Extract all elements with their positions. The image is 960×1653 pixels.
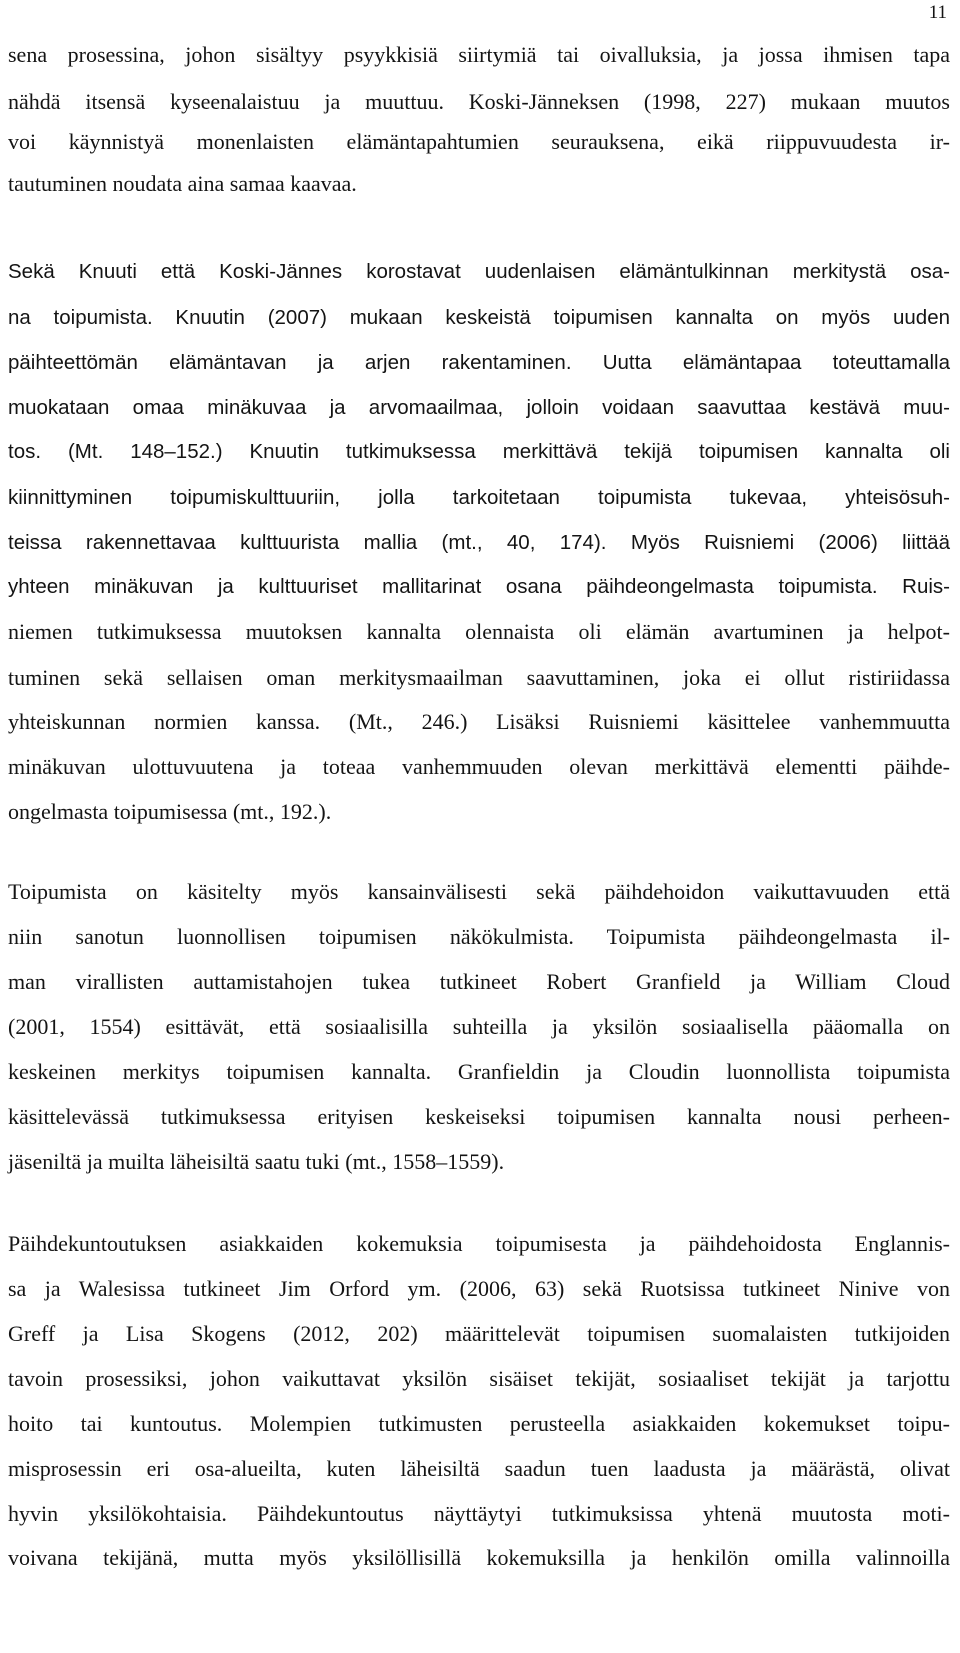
text-line: päihteettömän elämäntavan ja arjen rakentaminen. Uutta elämäntapaa toteuttamalla [8,351,950,374]
text-line: voivana tekijänä, mutta myös yksilöllisillä kokemuksilla ja henkilön omilla valinnoilla [8,1545,950,1570]
text-line: niemen tutkimuksessa muutoksen kannalta olennaista oli elämän avartuminen ja helpot- [8,619,950,644]
text-line: minäkuvan ulottuvuutena ja toteaa vanhemmuuden olevan merkittävä elementti päihde- [8,754,950,779]
text-line: (2001, 1554) esittävät, että sosiaalisilla suhteilla ja yksilön sosiaalisella pääomalla on [8,1014,950,1039]
text-line: voi käynnistyä monenlaisten elämäntapahtumien seurauksena, eikä riippuvuudesta ir- [8,129,950,154]
text-line: misprosessin eri osa-alueilta, kuten läheisiltä saadun tuen laadusta ja määrästä, olivat [8,1456,950,1481]
text-line: tuminen sekä sellaisen oman merkitysmaailman saavuttaminen, joka ei ollut ristiriidassa [8,665,950,690]
text-line: tavoin prosessiksi, johon vaikuttavat yksilön sisäiset tekijät, sosiaaliset tekijät ja tarjottu [8,1366,950,1391]
text-line: Toipumista on käsitelty myös kansainvälisesti sekä päihdehoidon vaikuttavuuden että [8,879,950,904]
text-line: yhteen minäkuvan ja kulttuuriset mallitarinat osana päihdeongelmasta toipumista. Ruis- [8,575,950,598]
text-line: na toipumista. Knuutin (2007) mukaan keskeistä toipumisen kannalta on myös uuden [8,306,950,329]
text-line: yhteiskunnan normien kanssa. (Mt., 246.) Lisäksi Ruisniemi käsittelee vanhemmuutta [8,709,950,734]
text-line: kiinnittyminen toipumiskulttuuriin, jolla tarkoitetaan toipumista tukevaa, yhteisösuh- [8,486,950,509]
text-line: jäseniltä ja muilta läheisiltä saatu tuki (mt., 1558–1559). [8,1149,505,1174]
text-line: muokataan omaa minäkuvaa ja arvomaailmaa, jolloin voidaan saavuttaa kestävä muu- [8,396,950,419]
text-line: käsittelevässä tutkimuksessa erityisen keskeiseksi toipumisen kannalta nousi perheen- [8,1104,950,1129]
text-line: keskeinen merkitys toipumisen kannalta. Granfieldin ja Cloudin luonnollista toipumista [8,1059,950,1084]
text-line: hoito tai kuntoutus. Molempien tutkimusten perusteella asiakkaiden kokemukset toipu- [8,1411,950,1436]
text-line: man virallisten auttamistahojen tukea tutkineet Robert Granfield ja William Cloud [8,969,950,994]
text-line: Sekä Knuuti että Koski-Jännes korostavat uudenlaisen elämäntulkinnan merkitystä osa- [8,260,950,283]
text-line: nähdä itsensä kyseenalaistuu ja muuttuu. Koski-Jänneksen (1998, 227) mukaan muutos [8,89,950,114]
text-line: sa ja Walesissa tutkineet Jim Orford ym. (2006, 63) sekä Ruotsissa tutkineet Ninive von [8,1276,950,1301]
text-line: teissa rakennettavaa kulttuurista mallia (mt., 40, 174). Myös Ruisniemi (2006) liittää [8,531,950,554]
text-line: sena prosessina, johon sisältyy psyykkisiä siirtymiä tai oivalluksia, ja jossa ihmisen tapa [8,42,950,67]
text-line: Greff ja Lisa Skogens (2012, 202) määrittelevät toipumisen suomalaisten tutkijoiden [8,1321,950,1346]
text-line: ongelmasta toipumisessa (mt., 192.). [8,799,332,824]
page-number: 11 [928,2,947,23]
text-line: Päihdekuntoutuksen asiakkaiden kokemuksia toipumisesta ja päihdehoidosta Englannis- [8,1231,950,1256]
text-line: tautuminen noudata aina samaa kaavaa. [8,171,357,196]
text-line: niin sanotun luonnollisen toipumisen näkökulmista. Toipumista päihdeongelmasta il- [8,924,950,949]
text-line: tos. (Mt. 148–152.) Knuutin tutkimuksessa merkittävä tekijä toipumisen kannalta oli [8,440,950,463]
text-line: hyvin yksilökohtaisia. Päihdekuntoutus näyttäytyi tutkimuksissa yhtenä muutosta moti- [8,1501,950,1526]
